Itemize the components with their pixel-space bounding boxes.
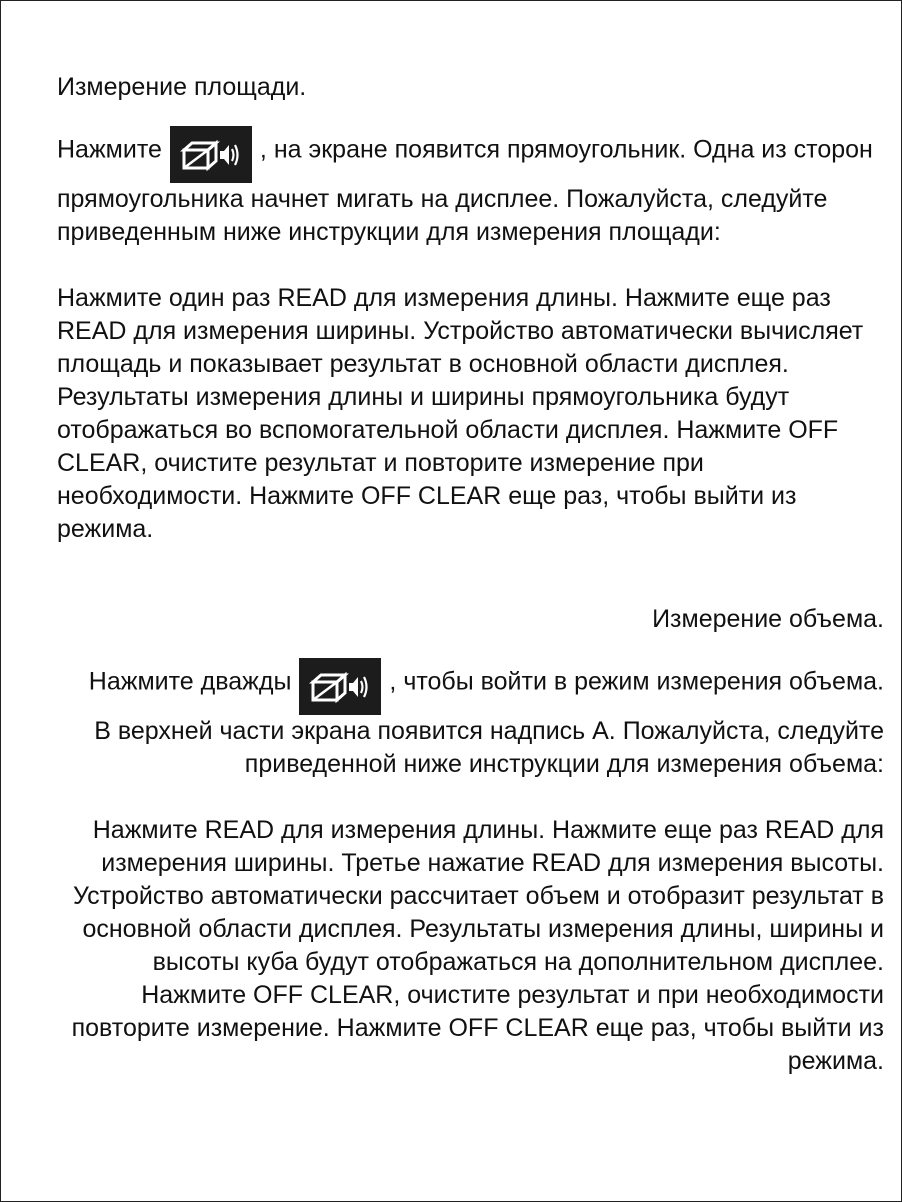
area-title-text: Измерение площади. xyxy=(57,73,307,101)
area-after-icon-text: , на экране появится прямоугольник. Одна из сторон прямоугольника начнет мигать на дисплее. Пожалуйста, следуйте приведенным ниже инструкции для измерения площади: xyxy=(57,135,873,246)
area-intro-paragraph xyxy=(57,126,884,249)
area-volume-button-icon xyxy=(299,658,381,715)
volume-instructions-paragraph xyxy=(71,814,884,1078)
box-speaker-icon-graphic xyxy=(180,138,242,172)
volume-after-icon-text: , чтобы войти в режим измерения объема. В верхней части экрана появится надпись А. Пожалуйста, следуйте приведенной ниже инструкции для измерения объема: xyxy=(94,667,884,778)
volume-instructions-text: Нажмите READ для измерения длины. Нажмите еще раз READ для измерения ширины. Третье нажатие READ для измерения высоты. Устройство автоматически рассчитает объем и отобразит результат в основной области дисплея. Результаты измерения длины, ширины и высоты куба будут отображаться на дополнительном дисплее. Нажмите OFF CLEAR, очистите результат и при необходимости повторите измерение. Нажмите OFF CLEAR еще раз, чтобы выйти из режима. xyxy=(71,816,884,1075)
volume-title-text: Измерение объема. xyxy=(652,605,884,633)
area-section-title xyxy=(57,71,884,104)
area-press-text: Нажмите xyxy=(57,135,162,164)
box-speaker-icon-graphic xyxy=(309,670,371,704)
volume-press-text: Нажмите дважды xyxy=(88,667,292,696)
volume-intro-paragraph xyxy=(71,658,884,781)
area-instructions-paragraph xyxy=(57,282,884,546)
area-volume-button-icon xyxy=(170,126,252,183)
area-instructions-text: Нажмите один раз READ для измерения длины. Нажмите еще раз READ для измерения ширины. Устройство автоматически вычисляет площадь и показывает результат в основной области дисплея. Результаты измерения длины и ширины прямоугольника будут отображаться во вспомогательной области дисплея. Нажмите OFF CLEAR, очистите результат и повторите измерение при необходимости. Нажмите OFF CLEAR еще раз, чтобы выйти из режима. xyxy=(57,284,864,543)
volume-section-title xyxy=(57,603,884,636)
